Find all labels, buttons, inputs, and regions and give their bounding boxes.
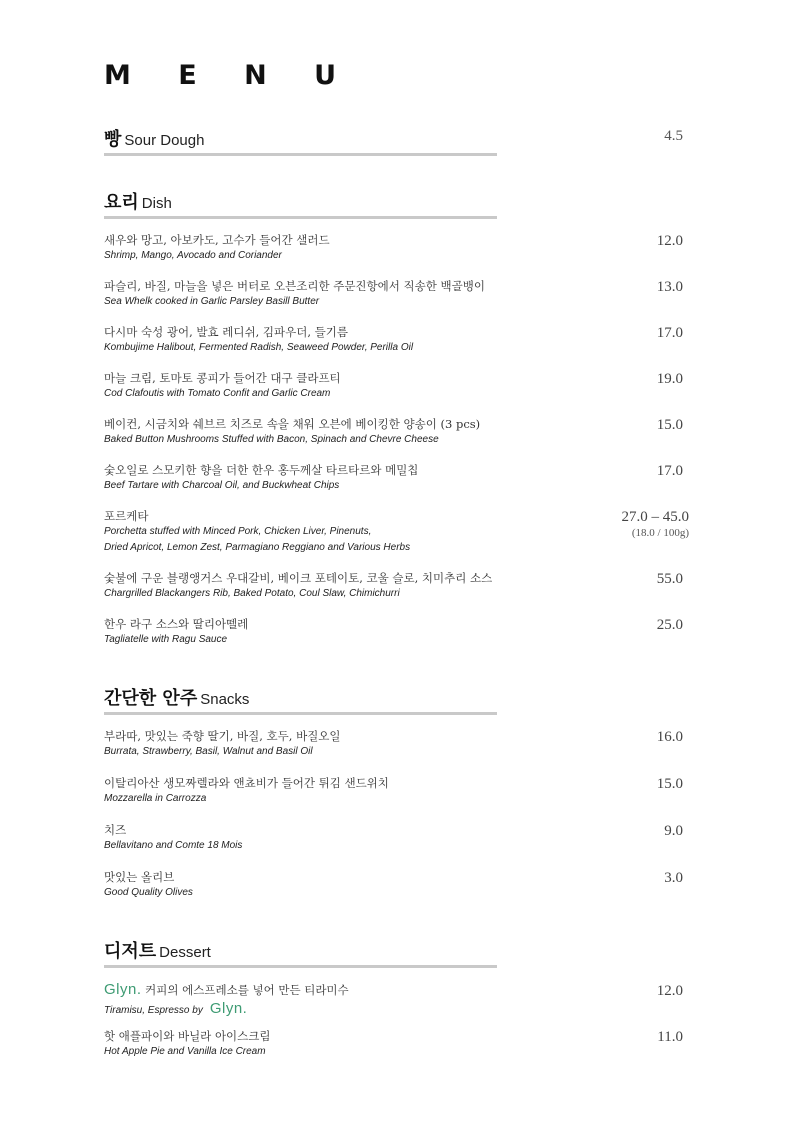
item-name-ko: 포르케타 (104, 509, 149, 523)
item-name-en: Good Quality Olives (104, 887, 193, 898)
item-price: 12.0 (656, 983, 683, 999)
item-price: 55.0 (656, 571, 683, 587)
item-name-en (104, 1000, 693, 1020)
section-bread-header (104, 125, 497, 156)
item-name-en: Sea Whelk cooked in Garlic Parsley Basill Butter (104, 296, 320, 307)
section-dish-en: Dish (141, 195, 172, 212)
item-name-en: Kombujime Halibout, Fermented Radish, Seaweed Powder, Perilla Oil (104, 342, 414, 353)
item-name-en-text: Tiramisu, Espresso by (104, 1005, 203, 1016)
section-snacks-en: Snacks (200, 691, 250, 708)
menu-item (104, 462, 693, 494)
item-price: 11.0 (657, 1029, 683, 1045)
item-price: 27.0 – 45.0 (621, 509, 689, 525)
section-snacks-ko: 간단한 안주 (104, 688, 198, 709)
item-name-ko: 파슬리, 바질, 마늘을 넣은 버터로 오븐조리한 주문진항에서 직송한 백골뱅이 (104, 279, 485, 293)
item-price: 19.0 (656, 371, 683, 387)
section-bread-ko: 빵 (104, 129, 122, 150)
item-name-en: Burrata, Strawberry, Basil, Walnut and Basil Oil (104, 746, 313, 757)
menu-title: M E N U (104, 60, 356, 91)
menu-item (104, 278, 693, 310)
item-name-ko: 마늘 크림, 토마토 콩피가 들어간 대구 클라프티 (104, 371, 341, 385)
menu-item (104, 822, 693, 854)
menu-item (104, 370, 693, 402)
section-dessert-header (104, 937, 497, 968)
item-name-ko: 숯불에 구운 블랭앵거스 우대갈비, 베이크 포테이토, 코울 슬로, 치미추리 소스 (104, 571, 493, 585)
menu-item (104, 232, 693, 264)
section-dessert-en: Dessert (159, 944, 211, 961)
section-snacks-header (104, 684, 497, 715)
item-name-en: Porchetta stuffed with Minced Pork, Chicken Liver, Pinenuts, (104, 526, 372, 537)
menu-item (104, 728, 693, 760)
item-price: 25.0 (656, 617, 683, 633)
item-name-en: Mozzarella in Carrozza (104, 793, 207, 804)
item-price: 15.0 (656, 417, 683, 433)
item-name-ko: 한우 라구 소스와 딸리아뗄레 (104, 617, 249, 631)
item-name-en: Baked Button Mushrooms Stuffed with Bacon, Spinach and Chevre Cheese (104, 434, 439, 445)
item-name-ko: 베이컨, 시금치와 쉐브르 치즈로 속을 채워 오븐에 베이킹한 양송이 (3 pcs) (104, 417, 481, 431)
item-name-ko: 새우와 망고, 아보카도, 고수가 들어간 샐러드 (104, 233, 330, 247)
item-name-ko: 치즈 (104, 823, 127, 837)
item-name-ko: 맛있는 올리브 (104, 870, 175, 884)
item-name-ko-text: 커피의 에스프레소를 넣어 만든 티라미수 (145, 983, 349, 997)
item-price: 15.0 (656, 776, 683, 792)
item-name-ko: 숯오일로 스모키한 향을 더한 한우 홍두께살 타르타르와 메밀칩 (104, 463, 419, 477)
item-name-en: Tagliatelle with Ragu Sauce (104, 634, 228, 645)
menu-item-tiramisu (104, 980, 693, 1020)
item-name-ko (104, 980, 693, 1000)
item-name-en-line2: Dried Apricot, Lemon Zest, Parmagiano Reggiano and Various Herbs (104, 542, 411, 553)
menu-item (104, 324, 693, 356)
item-name-en: Cod Clafoutis with Tomato Confit and Garlic Cream (104, 388, 331, 399)
item-price: 13.0 (656, 279, 683, 295)
bread-price: 4.5 (664, 128, 683, 144)
menu-item (104, 869, 693, 901)
item-price: 17.0 (656, 325, 683, 341)
brand-logo-glyn-en: Glyn. (209, 1000, 248, 1017)
menu-item-porchetta (104, 508, 693, 556)
item-name-en: Shrimp, Mango, Avocado and Coriander (104, 250, 282, 261)
item-price-note: (18.0 / 100g) (631, 527, 689, 539)
item-name-en: Hot Apple Pie and Vanilla Ice Cream (104, 1046, 266, 1057)
item-name-ko: 다시마 숙성 광어, 발효 레디쉬, 김파우더, 들기름 (104, 325, 348, 339)
menu-item (104, 616, 693, 648)
item-name-en: Bellavitano and Comte 18 Mois (104, 840, 243, 851)
item-price: 12.0 (656, 233, 683, 249)
section-dish-ko: 요리 (104, 192, 139, 213)
section-dish-header (104, 188, 497, 219)
item-price: 3.0 (664, 870, 683, 886)
item-name-ko: 부라따, 맛있는 죽향 딸기, 바질, 호두, 바질오일 (104, 729, 341, 743)
item-name-ko: 핫 애플파이와 바닐라 아이스크림 (104, 1029, 271, 1043)
brand-logo-glyn: Glyn. (104, 981, 142, 998)
menu-item (104, 1028, 693, 1060)
menu-item (104, 416, 693, 448)
item-name-en: Chargrilled Blackangers Rib, Baked Potato, Coul Slaw, Chimichurri (104, 588, 400, 599)
item-price: 16.0 (656, 729, 683, 745)
item-name-en: Beef Tartare with Charcoal Oil, and Buckwheat Chips (104, 480, 340, 491)
item-price: 17.0 (656, 463, 683, 479)
section-dessert-ko: 디저트 (104, 941, 157, 962)
item-price: 9.0 (664, 823, 683, 839)
section-bread-en: Sour Dough (124, 132, 205, 149)
item-name-ko: 이탈리아산 생모짜렐라와 앤쵸비가 들어간 튀김 샌드위치 (104, 776, 389, 790)
menu-item (104, 775, 693, 807)
menu-item (104, 570, 693, 602)
